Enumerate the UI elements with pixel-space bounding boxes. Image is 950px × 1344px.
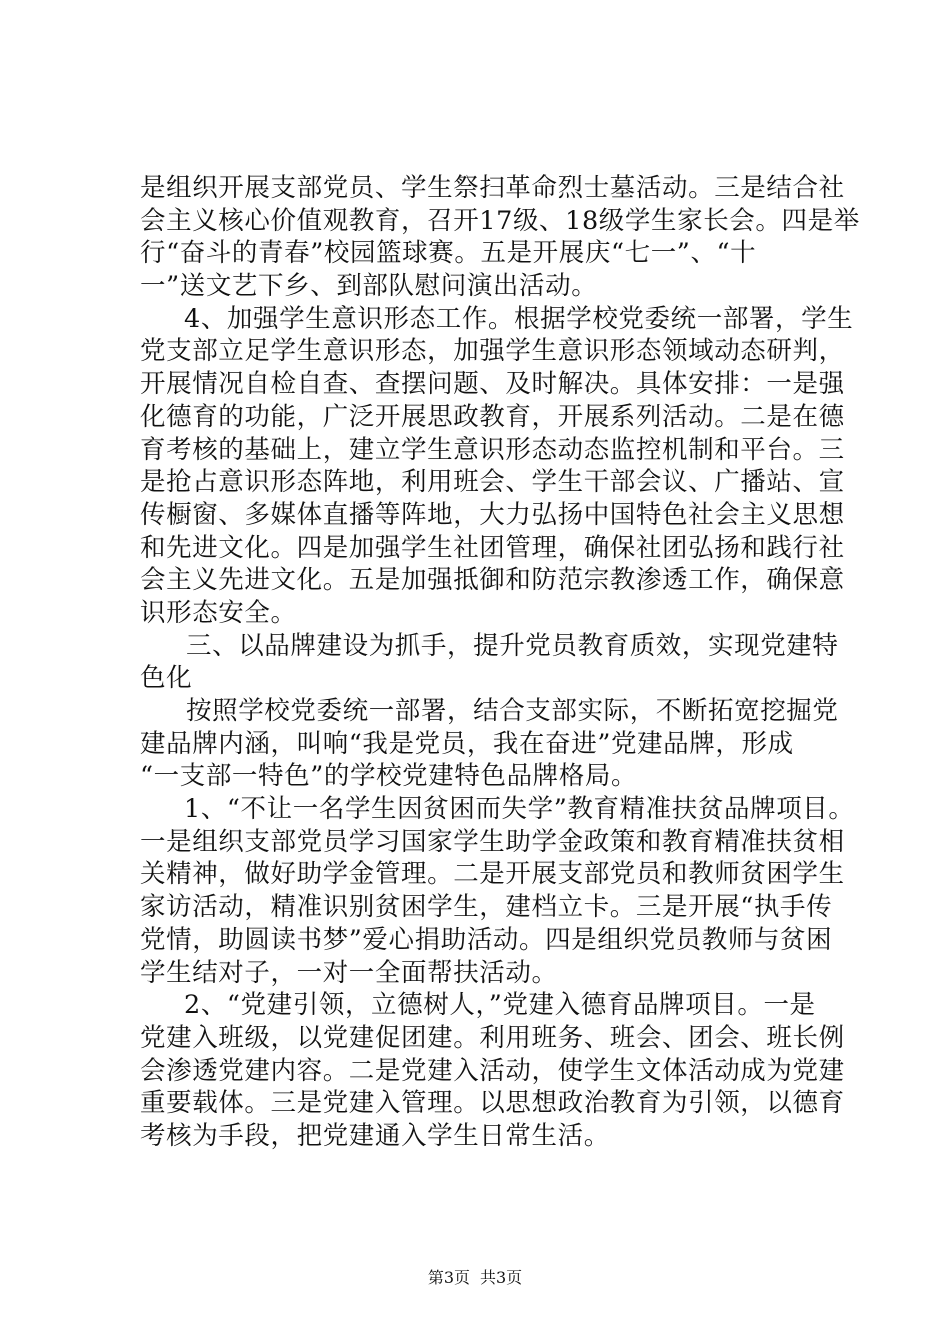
text-line: 家访活动，精准识别贫困学生，建档立卡。三是开展“执手传 — [140, 892, 833, 923]
text-line: 党支部立足学生意识形态，加强学生意识形态领域动态研判， — [140, 336, 845, 367]
text-line: 是抢占意识形态阵地，利用班会、学生干部会议、广播站、宣 — [140, 467, 845, 498]
text-line: 三、以品牌建设为抓手，提升党员教育质效，实现党建特 — [186, 630, 839, 661]
text-line: 关精神，做好助学金管理。二是开展支部党员和教师贫困学生 — [140, 859, 845, 890]
text-line: 会主义先进文化。五是加强抵御和防范宗教渗透工作，确保意 — [140, 565, 845, 596]
text-line: 会渗透党建内容。二是党建入活动，使学生文体活动成为党建 — [140, 1055, 845, 1086]
text-line: 一”送文艺下乡、到部队慰问演出活动。 — [140, 271, 598, 302]
page-footer — [0, 1268, 950, 1288]
text-line: 重要载体。三是党建入管理。以思想政治教育为引领，以德育 — [140, 1088, 845, 1119]
text-line: “一支部一特色”的学校党建特色品牌格局。 — [140, 761, 638, 792]
text-line: 建品牌内涵，叫响“我是党员，我在奋进”党建品牌，形成 — [140, 728, 794, 759]
text-line: 会主义核心价值观教育，召开17级、18级学生家长会。四是举 — [140, 205, 860, 236]
text-line: 学生结对子，一对一全面帮扶活动。 — [140, 957, 558, 988]
text-line: 考核为手段，把党建通入学生日常生活。 — [140, 1120, 610, 1151]
text-line: 一是组织支部党员学习国家学生助学金政策和教育精准扶贫相 — [140, 826, 845, 857]
text-line: 按照学校党委统一部署，结合支部实际，不断拓宽挖掘党 — [186, 696, 839, 726]
text-line: 化德育的功能，广泛开展思政教育，开展系列活动。二是在德 — [140, 401, 845, 432]
text-line: 育考核的基础上，建立学生意识形态动态监控机制和平台。三 — [140, 434, 845, 465]
text-line: 识形态安全。 — [140, 597, 297, 628]
text-line: 党情，助圆读书梦”爱心捐助活动。四是组织党员教师与贫困 — [140, 924, 833, 955]
text-line: 是组织开展支部党员、学生祭扫革命烈士墓活动。三是结合社 — [140, 173, 845, 203]
text-line: 传橱窗、多媒体直播等阵地，大力弘扬中国特色社会主义思想 — [140, 499, 845, 530]
text-line: 1、“不让一名学生因贫困而失学”教育精准扶贫品牌项目。 — [184, 794, 855, 825]
text-line: 色化 — [140, 663, 193, 694]
page-total: 共3页 — [480, 1268, 523, 1287]
document-body — [140, 172, 860, 1153]
text-line: 4、加强学生意识形态工作。根据学校党委统一部署，学生 — [184, 303, 854, 334]
text-line: 党建入班级，以党建促团建。利用班务、班会、团会、班长例 — [140, 1022, 845, 1053]
page-number: 第3页 — [427, 1268, 470, 1287]
text-line: 开展情况自检自查、查摆问题、及时解决。具体安排：一是强 — [140, 369, 845, 400]
text-line: 行“奋斗的青春”校园篮球赛。五是开展庆“七一”、“十 — [140, 238, 757, 269]
text-line: 和先进文化。四是加强学生社团管理，确保社团弘扬和践行社 — [140, 532, 845, 563]
text-line: 2、“党建引领，立德树人，”党建入德育品牌项目。一是 — [184, 990, 816, 1021]
